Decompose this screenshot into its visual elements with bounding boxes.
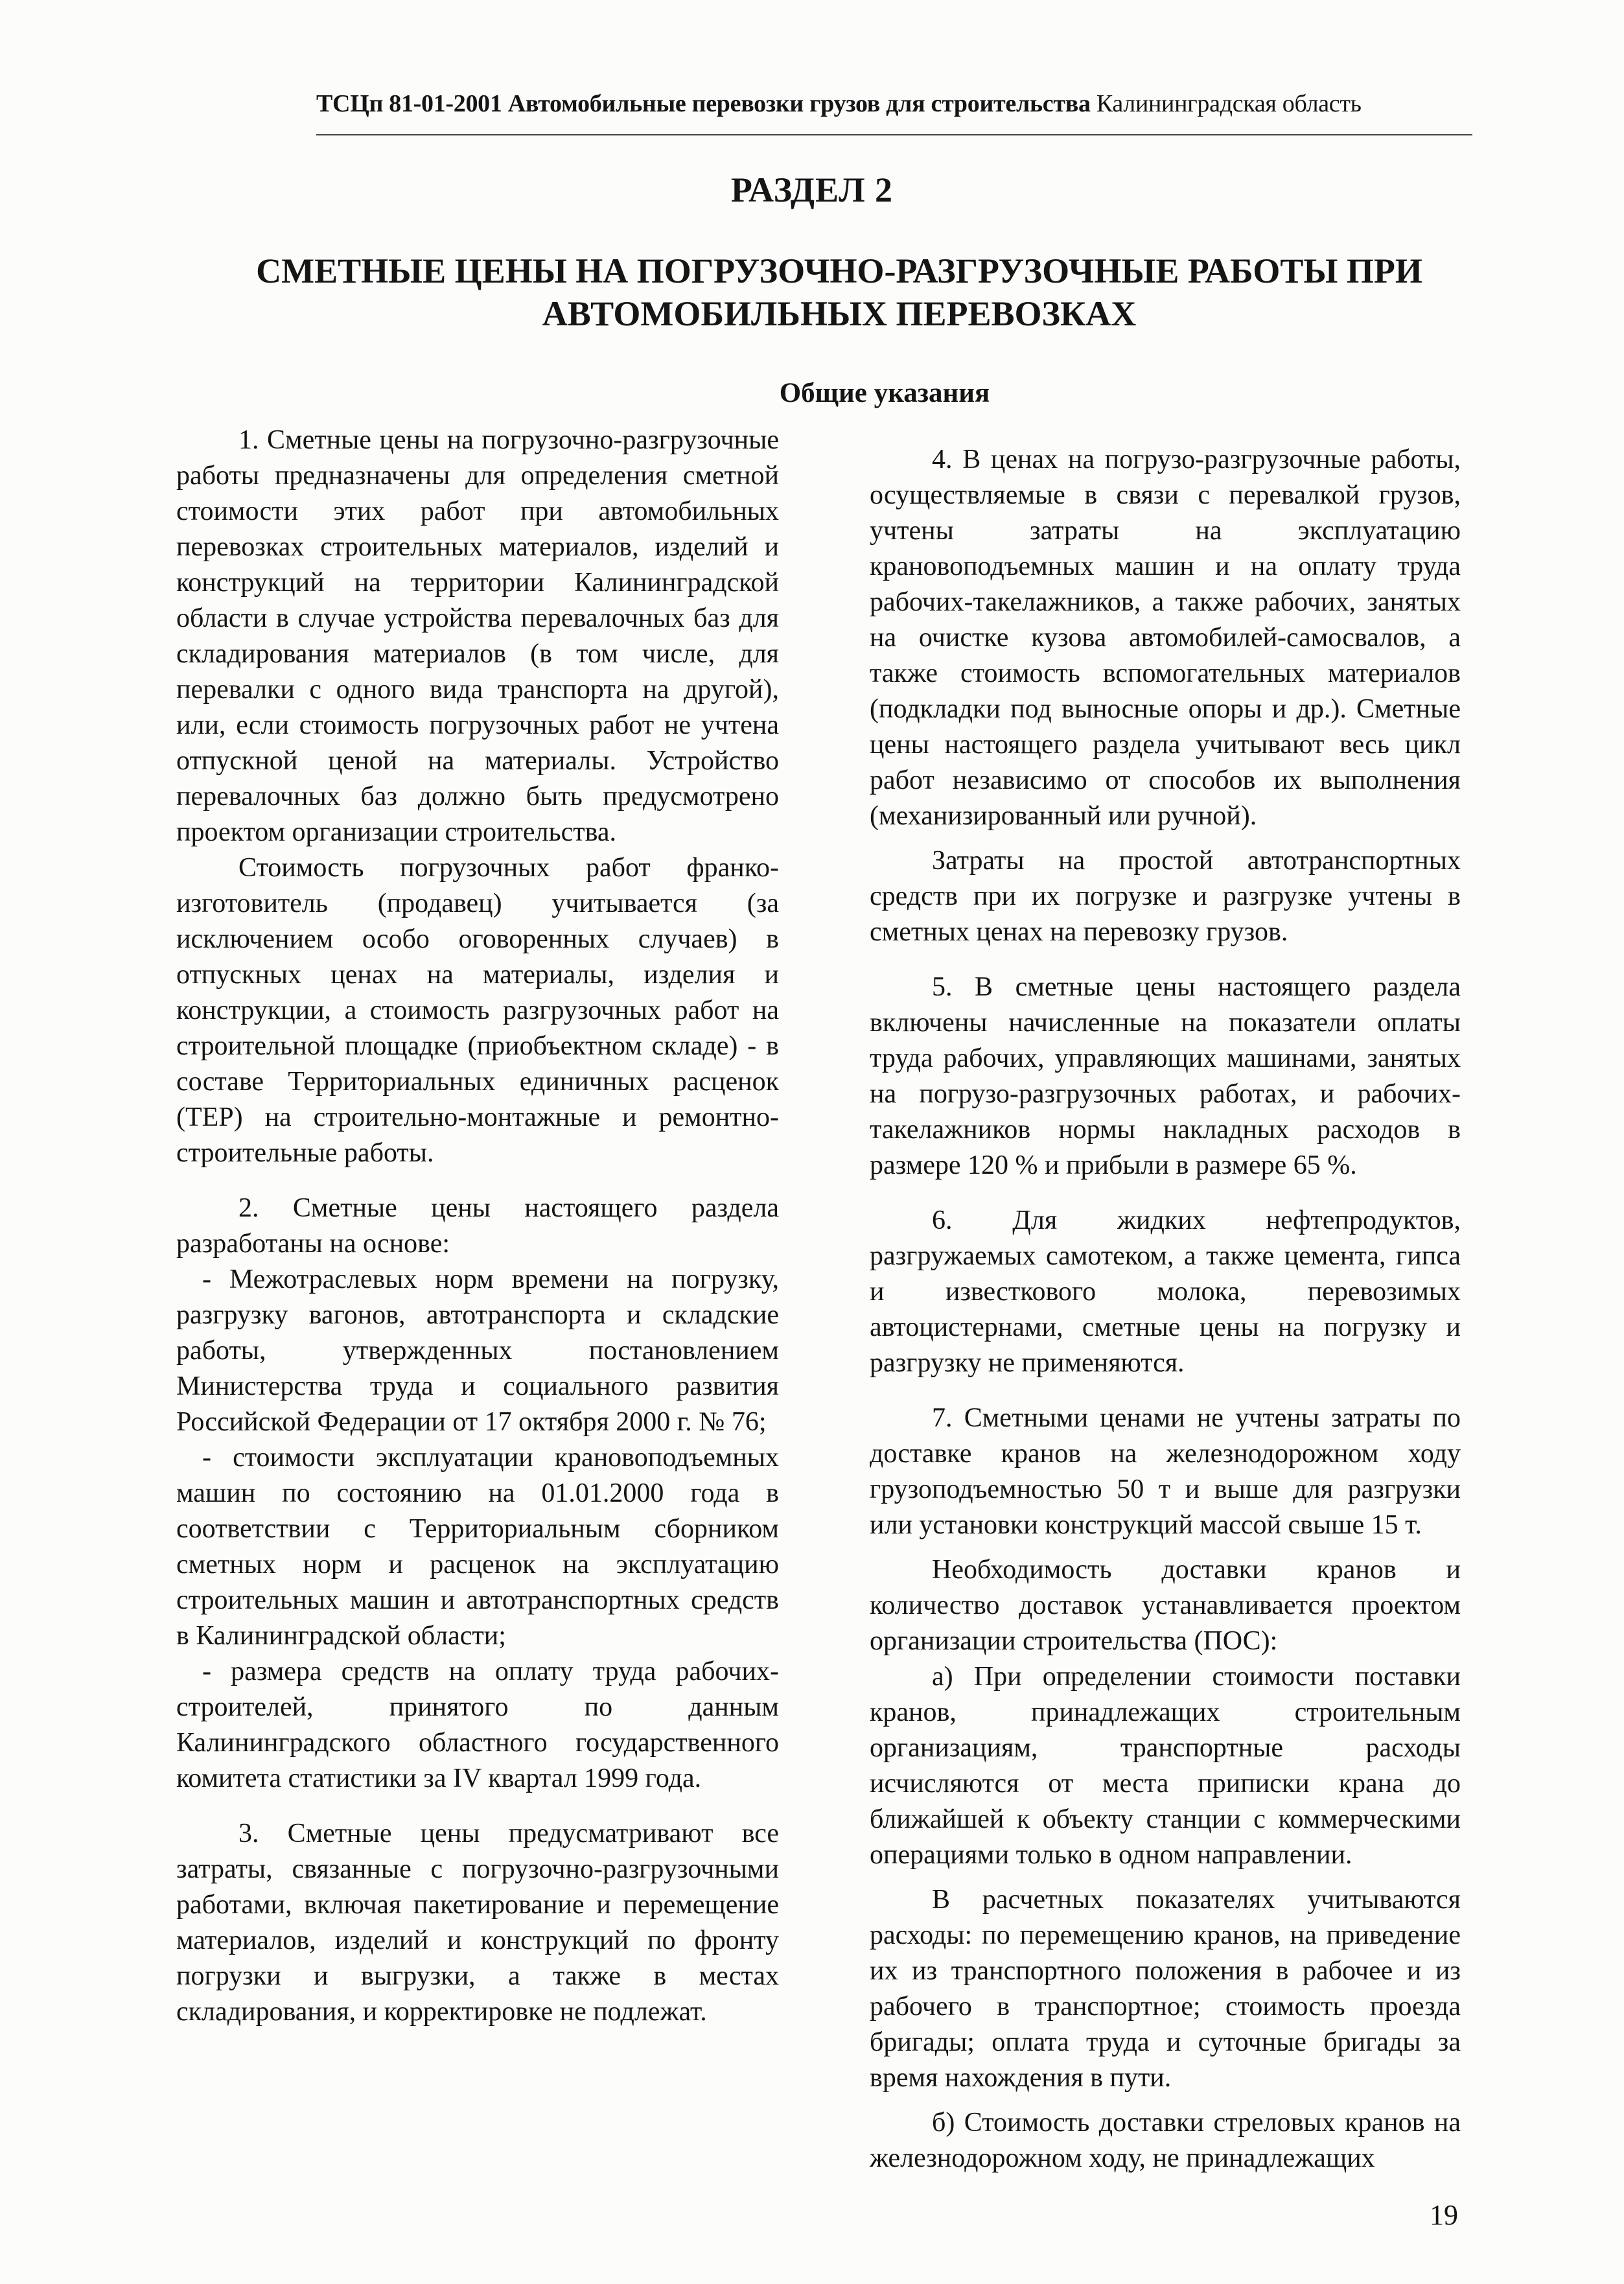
section-title: РАЗДЕЛ 2	[730, 170, 894, 209]
paragraph-3: 3. Сметные цены предусматривают все затраты, связанные с погрузочно-разгрузочными работами, включая пакетирование и перемещение материалов, изделий и конструкций по фронту погрузки и выгрузки, а также в местах складирования, и корректировке не подлежат.	[176, 1819, 779, 2027]
paragraph-1-cost: Стоимость погрузочных работ франко-изготовитель (продавец) учитывается (за исключением особо оговоренных случаев) в отпускных ценах на материалы, изделия и конструкции, а стоимость разгрузочных работ на строительной площадке (приобъектном складе) - в составе Территориальных единичных расценок (ТЕР) на строительно-монтажные и ремонтно-строительные работы.	[176, 853, 779, 1168]
paragraph-4: 4. В ценах на погрузо-разгрузочные работы, осуществляемые в связи с перевалкой грузов, учтены затраты на эксплуатацию крановоподъемных машин и на оплату труда рабочих-такелажников, а также рабочих, занятых на очистке кузова автомобилей-самосвалов, а также стоимость вспомогательных материалов (подкладки под выносные опоры и др.). Сметные цены настоящего раздела учитывают весь цикл работ независимо от способов их выполнения (механизированный или ручной).	[870, 445, 1461, 831]
left-column	[176, 423, 779, 2030]
paragraph-7a-expenses: В расчетных показателях учитываются расходы: по перемещению кранов, на приведение их из транспортного положения в рабочее и из рабочего в транспортное; стоимость проезда бригады; оплата труда и суточные бригады за время нахождения в пути.	[870, 1885, 1461, 2093]
subheading-general-instructions: Общие указания	[779, 378, 990, 408]
paragraph-2: 2. Сметные цены настоящего раздела разработаны на основе:	[176, 1193, 779, 1259]
list-item-norms: - Межотраслевых норм времени на погрузку, разгрузку вагонов, автотранспорта и складские работы, утвержденных постановлением Министерства труда и социального развития Российской Федерации от 17 октября 2000 г. № 76;	[176, 1264, 779, 1437]
header-region: Калининградская область	[1096, 90, 1362, 117]
page-number: 19	[1430, 2199, 1458, 2231]
paragraph-7b: б) Стоимость доставки стреловых кранов на железнодорожном ходу, не принадлежащих	[870, 2108, 1461, 2173]
list-item-machine-cost: - стоимости эксплуатации крановоподъемных машин по состоянию на 01.01.2000 года в соответствии с Территориальным сборником сметных норм и расценок на эксплуатацию строительных машин и автотранспортных средств в Калининградской области;	[176, 1443, 779, 1651]
paragraph-5: 5. В сметные цены настоящего раздела включены начисленные на показатели оплаты труда рабочих, управляющих машинами, занятых на погрузо-разгрузочных работах, и рабочих-такелажников нормы накладных расходов в размере 120 % и прибыли в размере 65 %.	[870, 972, 1461, 1180]
page-header	[316, 89, 1470, 118]
main-title-line-1: СМЕТНЫЕ ЦЕНЫ НА ПОГРУЗОЧНО-РАЗГРУЗОЧНЫЕ РАБОТЫ ПРИ	[256, 251, 1422, 290]
paragraph-7: 7. Сметными ценами не учтены затраты по доставке кранов на железнодорожном ходу грузоподъемностью 50 т и выше для разгрузки или установки конструкций массой свыше 15 т.	[870, 1403, 1461, 1540]
paragraph-1: 1. Сметные цены на погрузочно-разгрузочные работы предназначены для определения сметной стоимости этих работ при автомобильных перевозках строительных материалов, изделий и конструкций на территории Калининградской области в случае устройства перевалочных баз для складирования материалов (в том числе, для перевалки с одного вида транспорта на другой), или, если стоимость погрузочных работ не учтена отпускной ценой на материалы. Устройство перевалочных баз должно быть предусмотрено проектом организации строительства.	[176, 425, 779, 847]
paragraph-7-necessity: Необходимость доставки кранов и количество доставок устанавливается проектом организации строительства (ПОС):	[870, 1555, 1461, 1656]
right-column	[870, 442, 1461, 2176]
paragraph-4-downtime: Затраты на простой автотранспортных средств при их погрузке и разгрузке учтены в сметных ценах на перевозку грузов.	[870, 846, 1461, 947]
list-item-wages: - размера средств на оплату труда рабочих-строителей, принятого по данным Калининградского областного государственного комитета статистики за IV квартал 1999 года.	[176, 1657, 779, 1793]
main-title-line-2: АВТОМОБИЛЬНЫХ ПЕРЕВОЗКАХ	[542, 294, 1137, 333]
header-document-code: ТСЦп 81-01-2001 Автомобильные перевозки грузов для строительства	[316, 90, 1091, 117]
header-divider	[316, 134, 1472, 135]
main-title	[214, 250, 1465, 335]
paragraph-7a: а) При определении стоимости поставки кранов, принадлежащих строительным организациям, транспортные расходы исчисляются от места приписки крана до ближайшей к объекту станции с коммерческими операциями только в одном направлении.	[870, 1662, 1461, 1870]
paragraph-6: 6. Для жидких нефтепродуктов, разгружаемых самотеком, а также цемента, гипса и известкового молока, перевозимых автоцистернами, сметные цены на погрузку и разгрузку не применяются.	[870, 1206, 1461, 1378]
